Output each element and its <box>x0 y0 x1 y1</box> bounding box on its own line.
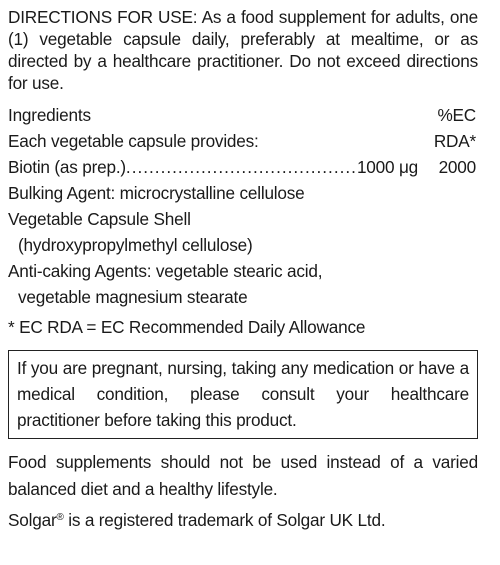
capsule-shell-detail: (hydroxypropylmethyl cellulose) <box>18 235 253 255</box>
supplement-note: Food supplements should not be used instead of a varied balanced diet and a healthy lifestyle. <box>8 452 478 499</box>
ec-heading: %EC <box>437 105 476 125</box>
biotin-rda: 2000 <box>438 157 476 177</box>
warning-box <box>8 350 478 439</box>
supplement-note-block <box>8 449 478 503</box>
bulking-agent: Bulking Agent: microcrystalline cellulose <box>8 183 305 203</box>
dot-leader: ........................................ <box>125 157 357 177</box>
biotin-left <box>8 154 422 180</box>
anticaking-detail: vegetable magnesium stearate <box>18 287 248 307</box>
warning-text: If you are pregnant, nursing, taking any medication or have a medical condition, please consult your healthcare practitioner before taking this product. <box>17 358 469 430</box>
directions-for-use: DIRECTIONS FOR USE: As a food supplement for adults, one (1) vegetable capsule daily, preferably at mealtime, or as directed by a healthcare practitioner. Do not exceed directions for use. <box>8 7 478 93</box>
biotin-amount: 1000 μg <box>356 157 419 177</box>
trademark-line <box>8 504 478 534</box>
brand-name: Solgar <box>8 510 57 530</box>
supplement-label <box>8 6 478 534</box>
biotin-row <box>8 154 478 180</box>
per-capsule-label: Each vegetable capsule provides: <box>8 131 259 151</box>
rda-footnote: * EC RDA = EC Recommended Daily Allowance <box>8 317 366 337</box>
capsule-shell: Vegetable Capsule Shell <box>8 209 191 229</box>
ingredients-subheader-row <box>8 128 478 154</box>
biotin-name: Biotin (as prep.) <box>8 157 126 177</box>
ingredients-heading: Ingredients <box>8 105 91 125</box>
ingredients-header-row <box>8 102 478 128</box>
registered-mark: ® <box>56 512 64 523</box>
anticaking-agents: Anti-caking Agents: vegetable stearic acid, <box>8 261 323 281</box>
rda-heading: RDA* <box>433 131 476 151</box>
trademark-text: is a registered trademark of Solgar UK Ltd. <box>63 510 386 530</box>
